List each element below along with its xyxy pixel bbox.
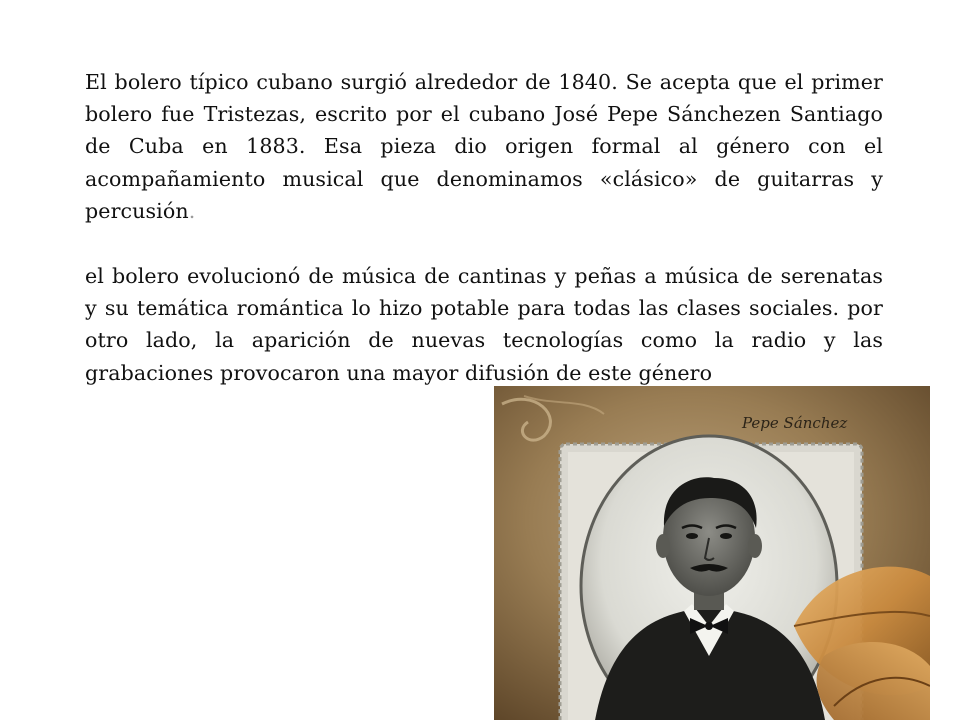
paragraph-history-text: El bolero típico cubano surgió alrededor de 1840. Se acepta que el primer bolero fue Tristezas, escrito por el cubano José Pepe Sánchezen Santiago de Cuba en 1883. Esa pieza dio origen formal al género con el acompañamiento musical que denominamos «clásico» de guitarras y percusión xyxy=(85,70,883,223)
portrait-photo xyxy=(494,386,930,720)
paragraph-history-period: . xyxy=(188,198,196,223)
paragraph-history xyxy=(85,66,883,227)
photo-caption: Pepe Sánchez xyxy=(742,414,848,432)
paragraph-evolution: el bolero evolucionó de música de cantinas y peñas a música de serenatas y su temática romántica lo hizo potable para todas las clases sociales. por otro lado, la aparición de nuevas tecnologías como la radio y las grabaciones provocaron una mayor difusión de este género xyxy=(85,264,883,385)
